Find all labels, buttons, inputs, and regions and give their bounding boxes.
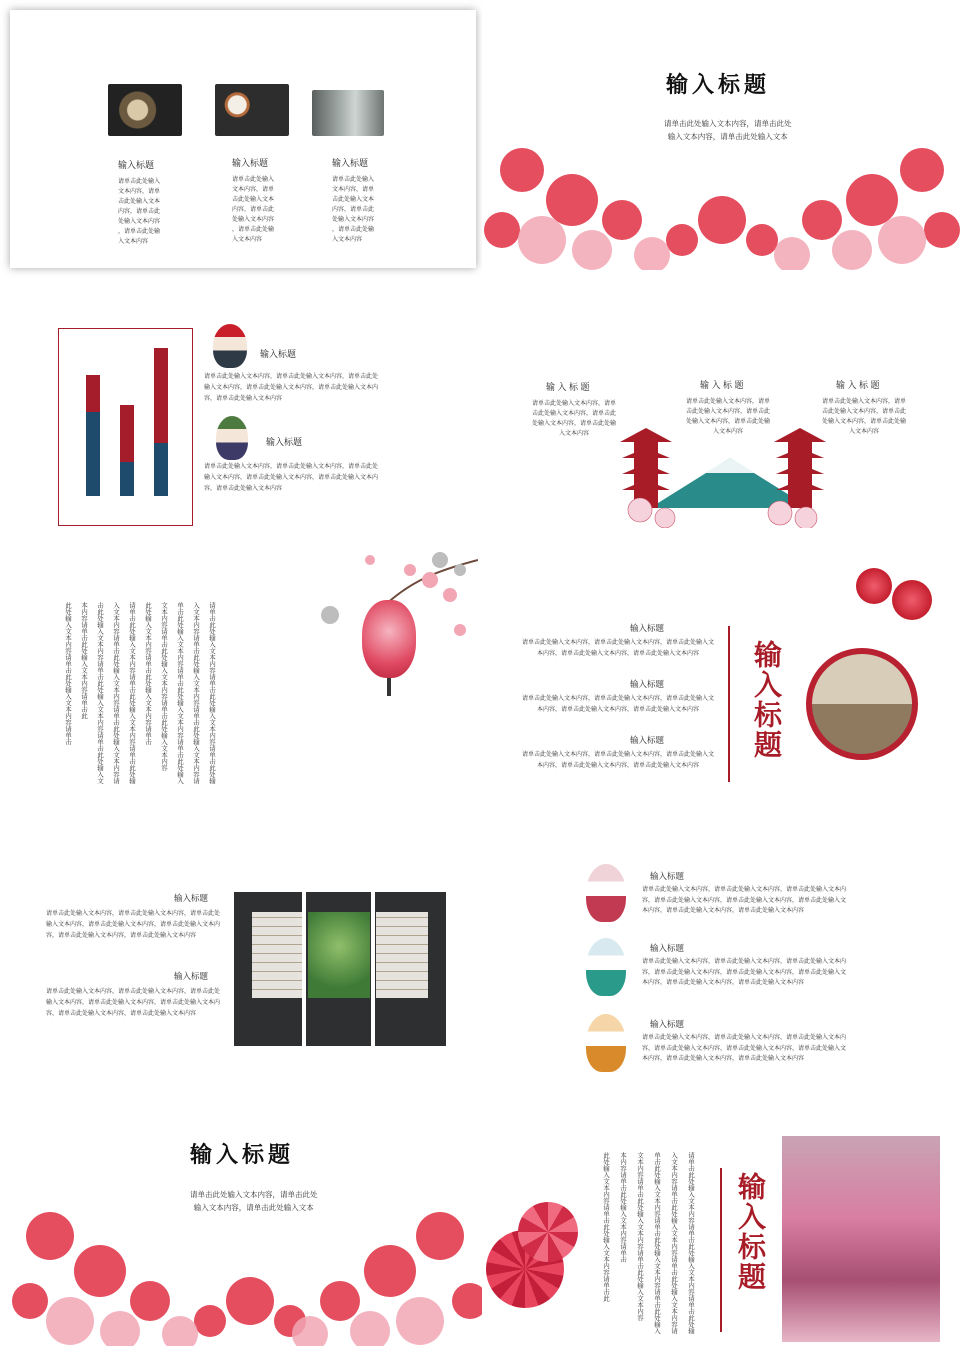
bar-chart [58,328,193,526]
lantern-icon [362,600,416,678]
room-photo [312,90,384,136]
doll-icon-2 [586,938,626,996]
slide-4 [482,290,960,560]
col-3 [332,156,412,245]
item-1 [642,870,846,917]
col-body: 请单击此处输入 文本内容，请单 击此处输入文本 内容，请单击此 处输入文本内容 ，请单击此处输 入文本内容 [118,179,161,245]
slide-subtitle: 请单击此处输入文本内容，请单击此处 输入文本内容，请单击此处输入文本 [664,119,792,141]
slide-2 [482,0,960,270]
vertical-title: 输入标题 [751,640,782,760]
slide-10 [482,1082,960,1346]
col-title: 输 入 标 题 [836,380,880,390]
divider-line [720,1168,722,1332]
hanging-lanterns [856,556,936,636]
bar-C-seg1 [154,348,168,443]
vertical-text-column: 单击此处输入文本内容请单击此处输入文本内容请单击此处输入 [653,1152,660,1334]
bar-A-seg1 [86,375,100,412]
slide-3 [0,290,478,550]
lantern-icon [856,568,892,604]
vertical-title: 输入标题 [735,1172,766,1292]
lantern-tassel [387,678,391,696]
vertical-text-column: 击此处输入文本内容请单击此处输入文本内容请单击此处输入文 [96,602,103,784]
window-panel-right [376,912,428,998]
item-3 [520,734,716,772]
item-title: 输入标题 [266,437,303,447]
slide-title: 输入标题 [666,72,771,97]
item-body: 请单击此处输入文本内容，请单击此处输入文本内容，请单击此处输入文本内 容，请单击此处输入文本内容，请单击此处输入文本内容，请单击此处输入文 本内容，请单击此处输入文本内容，请单击此处输入文本内容 [642,1035,847,1062]
item-2 [642,942,846,989]
col-title: 输入标题 [118,160,155,170]
item-title: 输入标题 [650,1019,685,1029]
cherry-avenue-photo [782,1136,940,1342]
slide-9 [10,1082,488,1346]
divider-line [728,626,730,782]
doll-icon-1 [213,324,247,368]
window-panel-center [308,912,370,998]
item-1 [46,892,222,942]
vertical-text-column: 请单击此处输入文本内容请单击此处输入文本内容请单击此处输 [208,602,215,784]
vertical-text-column: 文本内容请单击此处输入文本内容请单击此处输入文本内容 [636,1152,643,1321]
item-title: 输入标题 [630,735,665,745]
vertical-text-column: 此处输入文本内容请单击此处输入文本内容请单击 [144,602,151,745]
vertical-text-column: 本内容请单击此处输入文本内容请单击此 [80,602,87,719]
doll-icon-3 [586,1014,626,1072]
bar-B-seg1 [120,405,134,462]
col-title: 输入标题 [232,158,269,168]
vertical-text-column: 此处输入文本内容请单击此处输入文本内容请单击此 [602,1152,609,1302]
item-body: 请单击此处输入文本内容，请单击此处输入文本内容，请单击此处 输入文本内容，请单击此处输入文本内容，请单击此处输入文本内 容，请单击此处输入文本内容，请单击此处输入文本内容 [46,911,221,939]
bar-A-seg0 [86,412,100,496]
panel-gap-1 [302,892,306,1046]
panel-gap-2 [371,892,375,1046]
slide-7 [0,820,478,1080]
item-1 [520,622,716,660]
food-photo-2 [215,84,289,136]
col-body: 请单击此处输入 文本内容，请单 击此处输入文本 内容，请单击此 处输入文本内容 ，请单击此处输 入文本内容 [232,177,275,243]
vertical-text-column: 请单击此处输入文本内容请单击此处输入文本内容请单击此处输 [687,1152,694,1334]
col-title: 输入标题 [332,158,369,168]
col-2 [232,156,312,245]
slide-1 [10,10,476,268]
vertical-text-column: 文本内容请单击此处输入文本内容请单击此处输入文本内容 [160,602,167,771]
item-body: 请单击此处输入文本内容，请单击此处输入文本内容，请单击此处 输入文本内容，请单击此处输入文本内容，请单击此处输入文本内 容，请单击此处输入文本内容，请单击此处输入文本内容 [46,989,221,1017]
col-title: 输 入 标 题 [546,382,590,392]
flower-border [10,1186,488,1346]
item-2 [520,678,716,716]
lantern-icon [892,580,932,620]
item-title: 输入标题 [260,349,297,359]
item-title: 输入标题 [630,623,665,633]
slide-6 [482,540,960,810]
doll-icon-2 [216,416,248,460]
item-body: 请单击此处输入文本内容，请单击此处输入文本内容，请单击此处 输入文本内容，请单击此处输入文本内容，请单击此处输入文本内 容，请单击此处输入文本内容 [204,374,379,402]
slide-5 [0,540,478,800]
col-1 [118,158,198,247]
doll-icon-1 [586,864,626,922]
item-title: 输入标题 [630,679,665,689]
bar-B-seg0 [120,462,134,496]
flower-border [482,110,960,270]
slide-subtitle: 请单击此处输入文本内容，请单击此处 输入文本内容，请单击此处输入文本 [190,1190,318,1212]
col-body: 请单击此处输入 文本内容，请单 击此处输入文本 内容，请单击此 处输入文本内容 ，请单击此处输 入文本内容 [332,177,375,243]
slide-title: 输入标题 [190,1142,295,1167]
pagoda-mountain-illustration [610,418,836,528]
item-title: 输入标题 [650,871,685,881]
food-photo-1 [108,84,182,136]
item-body: 请单击此处输入文本内容，请单击此处输入文本内容，请单击此处输入文 本内容，请单击此处输入文本内容，请单击此处输入文本内容 [521,752,714,769]
vertical-text-column: 请单击此处输入文本内容请单击此处输入文本内容请单击此处输 [128,602,135,784]
vertical-text-column: 本内容请单击此处输入文本内容请单击 [619,1152,626,1263]
item-title: 输入标题 [173,893,208,903]
col-title: 输 入 标 题 [700,380,744,390]
item-body: 请单击此处输入文本内容，请单击此处输入文本内容，请单击此处 输入文本内容，请单击此处输入文本内容，请单击此处输入文本内 容，请单击此处输入文本内容 [204,464,379,492]
window-panel-left [252,912,302,998]
vertical-text-block [600,1152,696,1342]
round-frame-photo [806,648,918,760]
col-body: 请单击此处输入文本内容，请单 击此处输入文本内容，请单击此 处输入文本内容，请单击此处输 入文本内容 [685,399,770,435]
vertical-text-column: 入文本内容请单击此处输入文本内容请单击此处输入文本内容请 [670,1152,677,1334]
item-title: 输入标题 [173,971,208,981]
item-body: 请单击此处输入文本内容，请单击此处输入文本内容，请单击此处输入文本内 容，请单击此处输入文本内容，请单击此处输入文本内容，请单击此处输入文 本内容，请单击此处输入文本内容，请单击此处输入文本内容 [642,959,847,986]
bar-C-seg0 [154,443,168,496]
item-body: 请单击此处输入文本内容，请单击此处输入文本内容，请单击此处输入文本内 容，请单击此处输入文本内容，请单击此处输入文本内容，请单击此处输入文 本内容，请单击此处输入文本内容，请单击此处输入文本内容 [642,887,847,914]
vertical-text-column: 入文本内容请单击此处输入文本内容请单击此处输入文本内容请 [192,602,199,784]
item-title: 输入标题 [650,943,685,953]
col-body: 请单击此处输入文本内容，请单 击此处输入文本内容，请单击此 处输入文本内容，请单击此处输 入文本内容 [821,399,906,435]
item-body: 请单击此处输入文本内容，请单击此处输入文本内容，请单击此处输入文 本内容，请单击此处输入文本内容，请单击此处输入文本内容 [521,640,714,657]
vertical-text-column: 入文本内容请单击此处输入文本内容请单击此处输入文本内容请 [112,602,119,784]
item-body: 请单击此处输入文本内容，请单击此处输入文本内容，请单击此处输入文 本内容，请单击此处输入文本内容，请单击此处输入文本内容 [521,696,714,713]
vertical-text-column: 此处输入文本内容请单击此处输入文本内容请单击 [64,602,71,745]
fan-icon [518,1202,578,1262]
vertical-text-block [62,602,217,792]
item-3 [642,1018,846,1065]
item-2 [46,970,222,1020]
window-photo [234,892,446,1046]
slide-8 [482,830,960,1100]
col-body: 请单击此处输入文本内容，请单 击此处输入文本内容，请单击此 处输入文本内容，请单击此处输 入文本内容 [531,401,616,437]
vertical-text-column: 单击此处输入文本内容请单击此处输入文本内容请单击此处输入 [176,602,183,784]
